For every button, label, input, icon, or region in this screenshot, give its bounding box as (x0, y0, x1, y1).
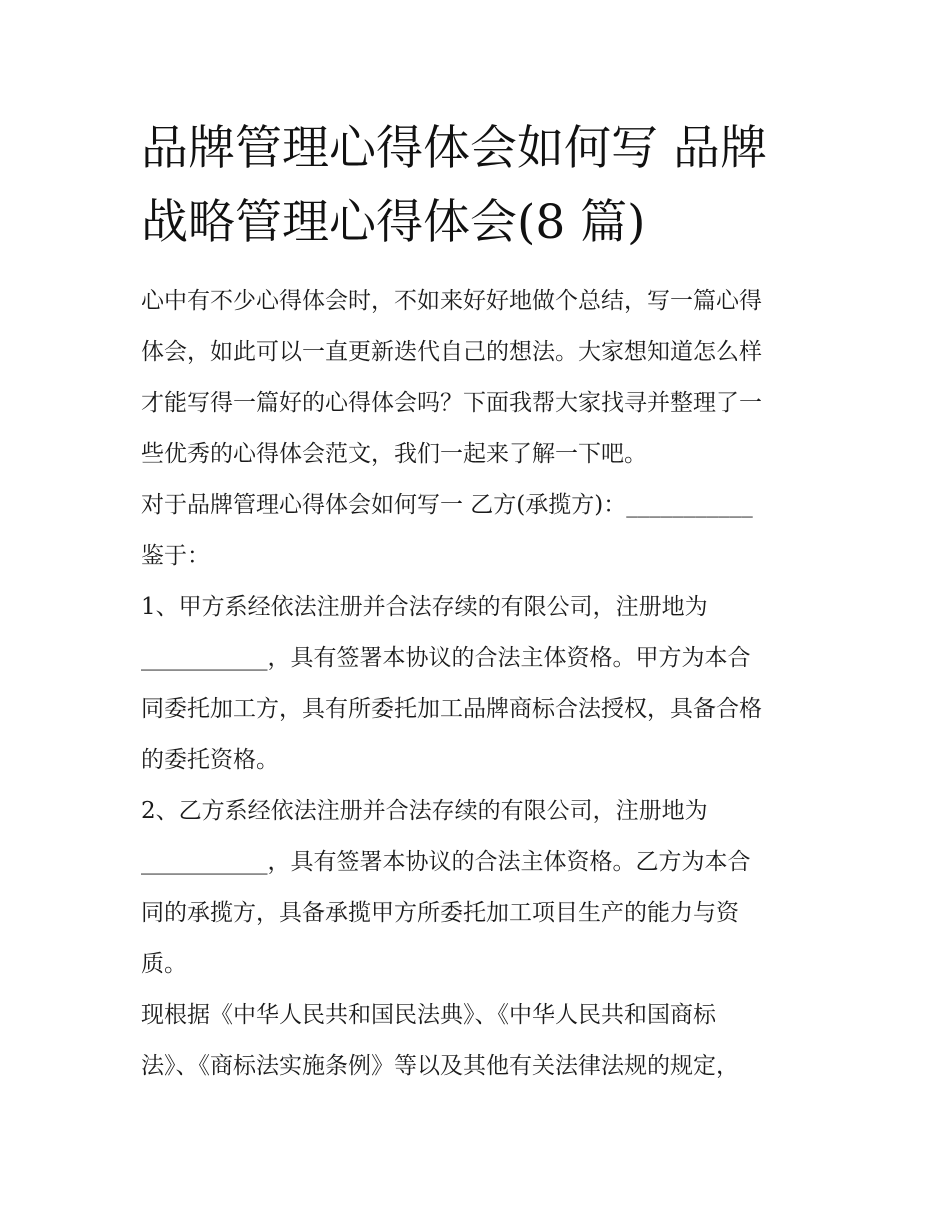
body-line: ___________，具有签署本协议的合法主体资格。乙方为本合 (141, 849, 751, 875)
title-line-2: 战略管理心得体会(8 篇) (141, 195, 646, 250)
body-line: 对于品牌管理心得体会如何写一 乙方(承揽方)：___________ (141, 492, 753, 518)
body-line: 心中有不少心得体会时，不如来好好地做个总结，写一篇心得 (141, 288, 762, 314)
document-body (141, 276, 819, 1092)
body-line: 的委托资格。 (141, 747, 279, 773)
body-line: ___________，具有签署本协议的合法主体资格。甲方为本合 (141, 645, 751, 671)
body-line: 法》、《商标法实施条例》等以及其他有关法律法规的规定， (141, 1053, 739, 1079)
document-title (141, 112, 821, 260)
body-line: 同的承揽方，具备承揽甲方所委托加工项目生产的能力与资 (141, 900, 739, 926)
body-line: 体会，如此可以一直更新迭代自己的想法。大家想知道怎么样 (141, 339, 762, 365)
body-line: 1、甲方系经依法注册并合法存续的有限公司，注册地为 (141, 594, 708, 620)
body-line: 些优秀的心得体会范文，我们一起来了解一下吧。 (141, 441, 647, 467)
body-line: 同委托加工方，具有所委托加工品牌商标合法授权，具备合格 (141, 696, 762, 722)
body-line: 质。 (141, 951, 187, 977)
title-line-1: 品牌管理心得体会如何写 品牌 (141, 121, 767, 176)
body-line: 2、乙方系经依法注册并合法存续的有限公司，注册地为 (141, 798, 708, 824)
body-line: 才能写得一篇好的心得体会吗？下面我帮大家找寻并整理了一 (141, 390, 762, 416)
body-line: 现根据《中华人民共和国民法典》、《中华人民共和国商标 (141, 1002, 716, 1028)
body-line: 鉴于： (141, 543, 210, 569)
